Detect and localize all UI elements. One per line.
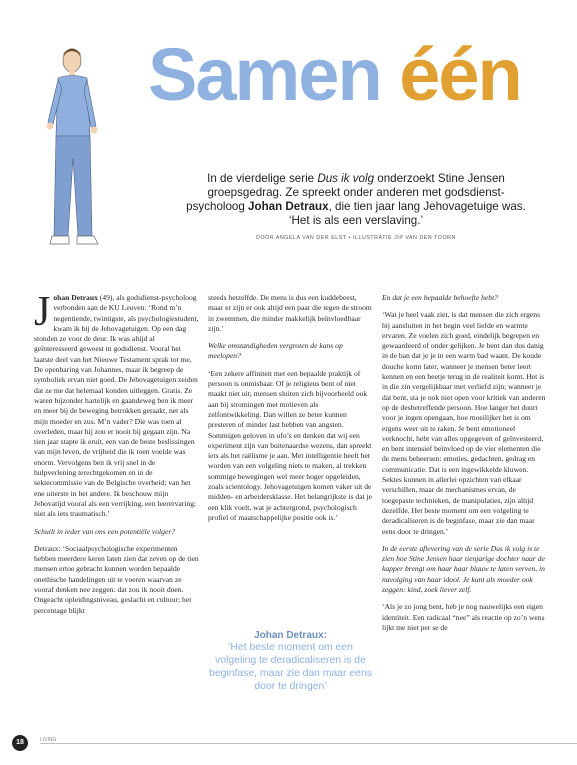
question-4: In de eerste aflevering van de serie Dus ik volg is te zien hoe Stine Jensen haar tienjarige dochter naar de kapper brengt om haar haar blauw te laten verven, in navolging van haar idool. Je kunt als moeder ook zeggen: kind, zoek liever zelf.: [382, 543, 545, 595]
lead-name: ohan Detraux: [53, 293, 98, 302]
answer-3: ‘Wat je heel vaak ziet, is dat mensen die zich ergens bij aansluiten in het begin veel liefde en warmte ervaren. Ze voelen zich goed, eindelijk begrepen en gewaardeerd of onder gelijken. Je bent dan dus danig in de ban dat je je in een warm bad waant. De koude douche komt later, wanneer je mensen beter leert kennen en een beetje terug in de realiteit komt. Het is in die zin vergelijkbaar met verliefd zijn; wanneer je dat bent, sta je ook niet open voor kritiek van anderen op de desbetreffende persoon. Hoe langer het duurt voor je ingen opengaan, hoe moeilijker het is om ergens weer uit te raken. Je bent emotioneel verknocht, hebt van alles opgegeven of geïnvesteerd, en bent intensief beïnvloed op de vier elementen die de mens beheersen: emoties, gedachten, gedrag en communicatie. Dat is een ingewikkelde kluwen. Sektes kunnen in allerlei opzichten van elkaar verschillen, maar de mechanismes ervan, de toegepaste technieken, de manipulaties, zijn altijd dezelfde. Het beste moment om een volgeling te deradicaliseren is de beginfase, maar zie dan maar eens door te dringen.’: [382, 310, 546, 536]
article-column-2: [208, 293, 373, 530]
question-3: En dat je een bepaalde behoefte hebt?: [382, 293, 498, 302]
question-1: Schuilt in ieder van ons een potentiële volger?: [34, 526, 176, 536]
lead-text: (49), als godsdienst-psycholoog verbonden aan de KU Leuven: ‘Rond m’n negentiende, twintigste, als psychologiestudent, kwam ik bij de Jehovagetuigen. Op een dag stonden ze voor de deur. Ik was altijd al geïnteresseerd geweest in godsdienst. Vooral het laatste deel van het Nieuwe Testament sprak tot me, De openbaring van Johannes, maar ik begreep de symboliek ervan niet goed. De Jehovagetuigen zeiden dat ze me dat helemaal konden uitleggen. Gratis. Ze waren bijzonder hartelijk en gaandeweg ben ik meer en meer bij de beweging betrokken geraakt, net als mijn moeder en zus. M’n vader? Die was toen al overleden, maar hij zou er nooit bij gegaan zijn. Na tien jaar stapte ik eruit, een van de beste beslissingen van mijn leven, de vrijheid die ik toen voelde was enorm. Vervolgens ben ik vrij snel in de hulpverlening terechtgekomen en in de sektecommissie van de Belgische overheid; van het ene uiterste in het andere. Ik beschouw mijn Jehovatijd vooral als een verrijking, een leerervaring; niet als iets traumatisch.’: [34, 293, 199, 519]
page-number: 18: [12, 735, 28, 751]
pull-quote: [208, 630, 373, 693]
footer-magazine-label: LIVING: [40, 737, 60, 743]
intro-part-2: onderzoekt Stine Jensen groepsgedrag. Ze spreekt onder anderen met godsdienst-psycholoog: [186, 172, 505, 213]
answer-1: Detraux: ‘Sociaalpsychologische experimenten hebben meerdere keren laten zien dat zeven op de tien mensen ertoe gebracht kunnen worden bepaalde onethische handelingen uit te voeren waarvan ze vooraf denken nee zeggen: dat zou ik nooit doen. Ongeacht opleidingsniveau, geslacht en cultuur; het percentage blijkt: [34, 543, 199, 615]
footer-divider: [40, 743, 577, 744]
answer-4: ‘Als je zo jong bent, heb je nog nauwelijks een eigen identiteit. Een radicaal “nee” als reactie op zo’n wens lijkt me niet per se de: [382, 602, 545, 632]
title-word-2: één: [399, 33, 521, 116]
illustration-man: [32, 44, 120, 256]
intro-part-3: , die tien jaar lang Jehovagetuige was. ‘Het is als een verslaving.’: [288, 200, 526, 227]
article-column-1: [34, 289, 199, 623]
article-title: [148, 33, 521, 116]
intro-person: Johan Detraux: [248, 200, 329, 213]
lead-paragraph: [34, 289, 199, 520]
answer-2: ‘Een zekere affiniteit met een bepaalde praktijk of persoon is onmisbaar. Of je religieus bent of niet maakt niet uit; mensen sluiten zich bijvoorbeeld ook aan bij stromingen met motieven als zelfontwikkeling. Dan willen ze beter kunnen presteren of minder last hebben van angsten. Sommigen geloven in ufo’s en denken dat wij een experiment zijn van buitenaardse wezens, dan spreekt iets als het raëlisme je aan. Met intelligentie heeft het worden van een volgeling niets te maken, al trekken sommige bewegingen wel meer hoger opgeleiden, zoals scientology. Jehovagetuigen komen vaker uit de midden- en arbeidersklasse. Het belangrijkste is dat je een klik voelt, wat je achtergrond, psychologisch profiel of maatschappelijke positie ook is.’: [208, 368, 373, 522]
title-word-1: Samen: [148, 33, 381, 116]
col2-paragraph-1: steeds hetzelfde. De mens is dus een kuddebeest, maar er zijn er ook altijd een paar die tegen de stroom in zwemmen, die minder makkelijk beïnvloedbaar zijn.’: [208, 293, 372, 333]
intro-part-1: In de vierdelige serie: [207, 172, 318, 185]
article-column-3: [382, 293, 547, 640]
series-name: Dus ik volg: [317, 172, 375, 185]
intro-text: [182, 172, 530, 228]
byline-credits: DOOR ANGELA VAN DER ELST • ILLUSTRATIE JIP VAN DEN TOORN: [256, 235, 456, 241]
pull-quote-name: Johan Detraux:: [254, 630, 327, 641]
drop-cap: J: [34, 289, 51, 335]
question-2: Welke omstandigheden vergroten de kans op meelopen?: [208, 341, 343, 361]
pull-quote-text: ‘Het beste moment om een volgeling te deradicaliseren is de beginfase, maar zie dan maar eens door te dringen’: [209, 642, 372, 692]
